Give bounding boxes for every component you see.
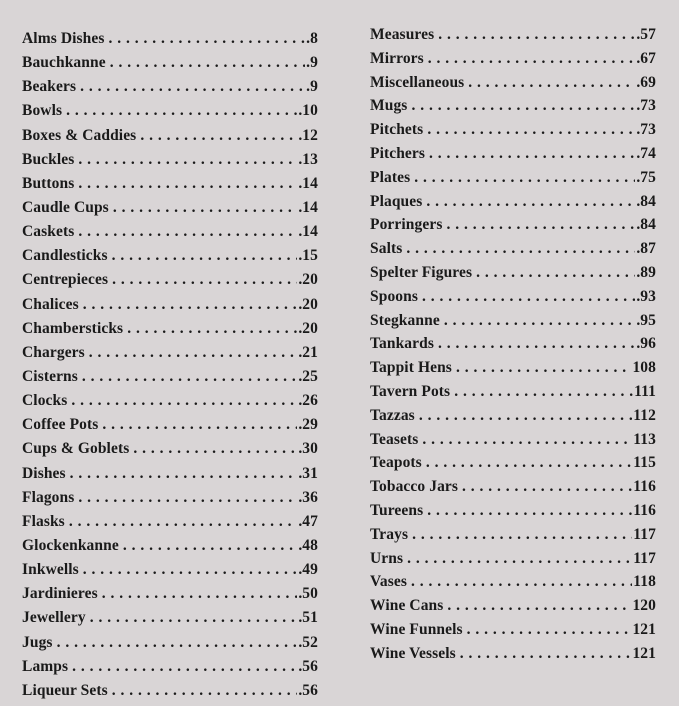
entry-name: Stegkanne (370, 311, 440, 329)
dot-leader (72, 658, 297, 676)
entry-name: Buckles (22, 150, 75, 168)
dot-leader (427, 502, 632, 520)
entry-name: Inkwells (22, 561, 79, 579)
entry-name: Porringers (370, 216, 443, 234)
entry-page-number: 115 (633, 454, 656, 472)
entry-name: Coffee Pots (22, 416, 99, 434)
entry-page-number: .84 (636, 192, 656, 210)
entry-page-number: .13 (298, 150, 318, 168)
index-entry (22, 440, 318, 464)
dot-leader (69, 513, 298, 531)
dot-leader (133, 440, 297, 458)
dot-leader (57, 634, 298, 652)
entry-page-number: 121 (632, 620, 656, 638)
entry-name: Urns (370, 549, 404, 567)
index-entry (22, 585, 318, 609)
entry-page-number: .73 (636, 97, 656, 115)
entry-name: Liqueur Sets (22, 681, 108, 699)
index-entry (22, 634, 318, 658)
entry-name: Centrepieces (22, 271, 109, 289)
entry-name: Caskets (22, 223, 75, 241)
entry-page-number: 108 (632, 359, 656, 377)
entry-name: Tankards (370, 335, 434, 353)
dot-leader (468, 74, 635, 92)
entry-page-number: .67 (636, 49, 656, 67)
index-entry (370, 97, 656, 121)
dot-leader (112, 271, 297, 289)
entry-page-number: .29 (298, 416, 318, 434)
index-entry (22, 682, 318, 706)
entry-name: Jewellery (22, 609, 86, 627)
index-entry (22, 537, 318, 561)
index-entry (370, 573, 656, 597)
entry-page-number: .31 (298, 464, 318, 482)
index-entry (370, 26, 656, 50)
dot-leader (426, 193, 635, 211)
dot-leader (454, 383, 633, 401)
entry-name: Tobacco Jars (370, 478, 459, 496)
dot-leader (70, 465, 298, 483)
entry-page-number: .36 (298, 488, 318, 506)
dot-leader (102, 416, 297, 434)
index-entry (370, 383, 656, 407)
index-entry (370, 312, 656, 336)
dot-leader (460, 645, 632, 663)
entry-name: Cisterns (22, 367, 78, 385)
index-entry (22, 247, 318, 271)
index-entry (22, 416, 318, 440)
dot-leader (108, 30, 305, 48)
entry-name: Wine Funnels (370, 620, 463, 638)
entry-page-number: .14 (298, 198, 318, 216)
index-entry (370, 550, 656, 574)
entry-page-number: .47 (298, 512, 318, 530)
entry-page-number: .56 (298, 681, 318, 699)
entry-page-number: .21 (298, 343, 318, 361)
dot-leader (90, 609, 298, 627)
dot-leader (412, 526, 632, 544)
dot-leader (429, 145, 635, 163)
entry-page-number: .49 (298, 561, 318, 579)
entry-page-number: .69 (636, 73, 656, 91)
entry-name: Teasets (370, 430, 419, 448)
entry-page-number: 116 (633, 478, 656, 496)
dot-leader (80, 78, 305, 96)
index-entry (370, 597, 656, 621)
entry-name: Jardinieres (22, 585, 98, 603)
dot-leader (444, 312, 636, 330)
index-entry (370, 526, 656, 550)
index-entry (370, 169, 656, 193)
index-entry (370, 193, 656, 217)
index-entry (370, 335, 656, 359)
entry-page-number: .75 (636, 168, 656, 186)
index-entry (22, 465, 318, 489)
index-entry (22, 320, 318, 344)
dot-leader (419, 407, 632, 425)
entry-page-number: .10 (298, 102, 318, 120)
entry-name: Alms Dishes (22, 30, 105, 47)
dot-leader (78, 223, 297, 241)
entry-page-number: .50 (298, 585, 318, 603)
entry-page-number: .74 (636, 144, 656, 162)
entry-page-number: .15 (298, 247, 318, 265)
entry-page-number: .73 (636, 121, 656, 139)
index-entry (370, 145, 656, 169)
dot-leader (407, 550, 632, 568)
entry-page-number: .20 (298, 271, 318, 289)
entry-name: Buttons (22, 174, 75, 192)
entry-name: Clocks (22, 392, 68, 410)
dot-leader (414, 169, 635, 187)
dot-leader (411, 573, 632, 591)
entry-name: Chargers (22, 343, 85, 361)
dot-leader (78, 151, 297, 169)
index-entry (22, 561, 318, 585)
dot-leader (113, 199, 298, 217)
index-entry (22, 392, 318, 416)
entry-name: Mirrors (370, 49, 424, 67)
entry-page-number: .89 (636, 263, 656, 281)
entry-name: Tureens (370, 501, 424, 519)
index-entry (370, 74, 656, 98)
entry-name: Wine Vessels (370, 644, 456, 662)
entry-name: Dishes (22, 464, 66, 482)
entry-name: Pitchers (370, 144, 426, 162)
entry-page-number: .20 (298, 319, 318, 337)
dot-leader (140, 127, 297, 145)
entry-page-number: .57 (636, 26, 656, 43)
dot-leader (476, 264, 635, 282)
dot-leader (456, 359, 631, 377)
dot-leader (467, 621, 632, 639)
index-entry (22, 54, 318, 78)
entry-name: Tavern Pots (370, 382, 451, 400)
entry-name: Measures (370, 26, 435, 43)
entry-name: Flagons (22, 488, 75, 506)
index-entry (22, 344, 318, 368)
entry-page-number: .25 (298, 367, 318, 385)
entry-page-number: .26 (298, 392, 318, 410)
index-entry (370, 478, 656, 502)
index-entry (370, 502, 656, 526)
dot-leader (71, 392, 297, 410)
dot-leader (112, 682, 298, 700)
index-left-column (22, 30, 318, 706)
entry-page-number: .12 (298, 126, 318, 144)
entry-name: Vases (370, 573, 407, 591)
dot-leader (447, 597, 631, 615)
index-entry (22, 658, 318, 682)
entry-name: Plates (370, 168, 411, 186)
index-entry (370, 264, 656, 288)
dot-leader (438, 26, 635, 44)
index-entry (370, 407, 656, 431)
entry-page-number: .30 (298, 440, 318, 458)
entry-name: Spoons (370, 287, 418, 305)
entry-name: Tazzas (370, 406, 415, 424)
entry-name: Chalices (22, 295, 79, 313)
index-entry (22, 368, 318, 392)
entry-name: Wine Cans (370, 597, 444, 615)
entry-name: Salts (370, 240, 403, 258)
entry-page-number: .96 (636, 335, 656, 353)
index-entry (370, 621, 656, 645)
entry-name: Candlesticks (22, 247, 108, 265)
dot-leader (66, 102, 297, 120)
dot-leader (102, 585, 298, 603)
entry-page-number: .8 (306, 30, 318, 47)
index-entry (22, 513, 318, 537)
index-entry (370, 431, 656, 455)
dot-leader (127, 320, 297, 338)
entry-page-number: 112 (633, 406, 656, 424)
dot-leader (427, 121, 635, 139)
entry-name: Trays (370, 525, 409, 543)
entry-page-number: 117 (633, 549, 656, 567)
index-entry (370, 645, 656, 669)
entry-page-number: 117 (633, 525, 656, 543)
entry-page-number: 121 (632, 644, 656, 662)
entry-page-number: .51 (298, 609, 318, 627)
entry-page-number: .95 (636, 311, 656, 329)
index-entry (22, 271, 318, 295)
dot-leader (422, 288, 635, 306)
entry-name: Cups & Goblets (22, 440, 130, 458)
dot-leader (83, 561, 298, 579)
entry-page-number: 111 (634, 382, 656, 400)
dot-leader (446, 216, 635, 234)
entry-name: Tappit Hens (370, 359, 452, 377)
dot-leader (428, 50, 636, 68)
dot-leader (83, 296, 298, 314)
dot-leader (411, 97, 635, 115)
dot-leader (78, 175, 297, 193)
index-entry (22, 489, 318, 513)
entry-name: Miscellaneous (370, 73, 465, 91)
entry-name: Beakers (22, 78, 77, 96)
dot-leader (89, 344, 298, 362)
entry-name: Chambersticks (22, 319, 124, 337)
entry-name: Flasks (22, 512, 65, 530)
index-right-column (370, 26, 656, 669)
entry-page-number: .87 (636, 240, 656, 258)
entry-page-number: .20 (298, 295, 318, 313)
entry-name: Bowls (22, 102, 63, 120)
index-entry (370, 216, 656, 240)
index-entry (22, 151, 318, 175)
index-entry (370, 359, 656, 383)
entry-name: Teapots (370, 454, 422, 472)
dot-leader (426, 454, 632, 472)
index-entry (22, 102, 318, 126)
entry-name: Plaques (370, 192, 423, 210)
entry-name: Boxes & Caddies (22, 126, 137, 144)
entry-page-number: .9 (306, 54, 318, 72)
dot-leader (422, 431, 632, 449)
dot-leader (406, 240, 635, 258)
dot-leader (123, 537, 298, 555)
entry-page-number: .14 (298, 174, 318, 192)
dot-leader (112, 247, 298, 265)
index-entry (22, 223, 318, 247)
index-entry (22, 175, 318, 199)
entry-name: Lamps (22, 657, 69, 675)
entry-name: Jugs (22, 633, 53, 651)
entry-page-number: .56 (298, 657, 318, 675)
entry-page-number: 120 (632, 597, 656, 615)
entry-page-number: .84 (636, 216, 656, 234)
entry-name: Pitchets (370, 121, 424, 139)
entry-page-number: .52 (298, 633, 318, 651)
entry-page-number: .93 (636, 287, 656, 305)
dot-leader (462, 478, 632, 496)
entry-name: Glockenkanne (22, 536, 119, 554)
index-entry (22, 296, 318, 320)
entry-page-number: 116 (633, 501, 656, 519)
entry-page-number: .48 (298, 536, 318, 554)
entry-name: Caudle Cups (22, 198, 109, 216)
index-entry (370, 50, 656, 74)
index-entry (370, 121, 656, 145)
entry-name: Bauchkanne (22, 54, 106, 72)
entry-name: Spelter Figures (370, 263, 473, 281)
entry-page-number: 113 (633, 430, 656, 448)
index-entry (22, 30, 318, 54)
dot-leader (110, 54, 305, 72)
entry-page-number: .14 (298, 223, 318, 241)
entry-page-number: .9 (306, 78, 318, 96)
index-entry (370, 240, 656, 264)
dot-leader (438, 335, 635, 353)
index-entry (22, 199, 318, 223)
index-entry (370, 288, 656, 312)
index-entry (370, 454, 656, 478)
index-entry (22, 78, 318, 102)
entry-page-number: 118 (633, 573, 656, 591)
dot-leader (78, 489, 297, 507)
dot-leader (82, 368, 297, 386)
index-entry (22, 127, 318, 151)
index-entry (22, 609, 318, 633)
entry-name: Mugs (370, 97, 408, 115)
